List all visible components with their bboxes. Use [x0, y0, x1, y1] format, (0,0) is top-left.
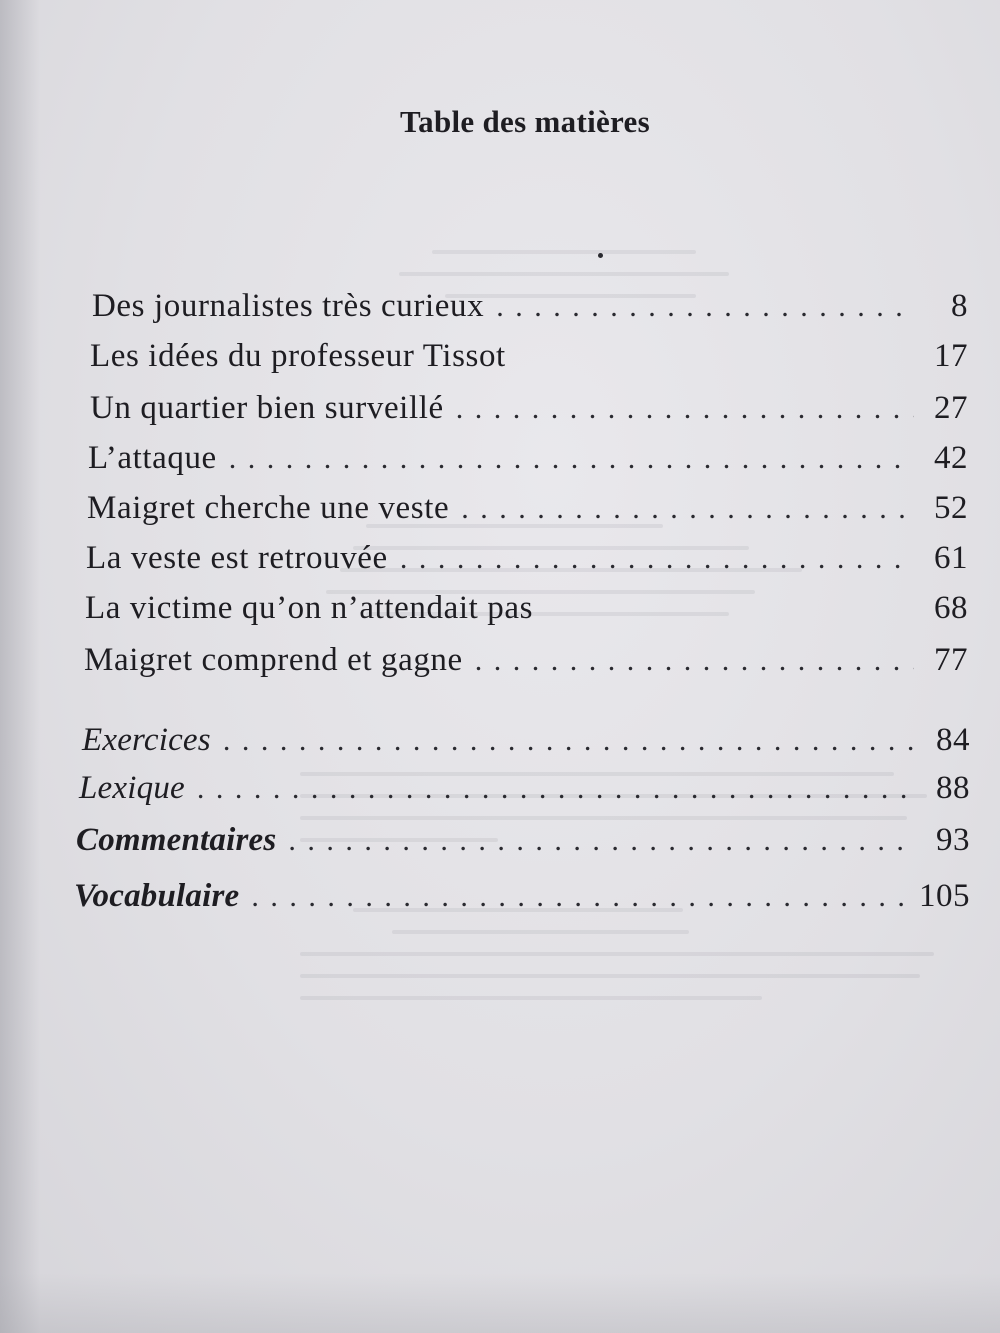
dot-leader [251, 880, 909, 914]
toc-entry [90, 338, 968, 386]
toc-appendix-entry [74, 878, 970, 926]
dot-leader [461, 492, 914, 526]
toc-entry-page: 8 [951, 288, 968, 324]
toc-entry-title: Maigret comprend et gagne [84, 642, 463, 678]
toc-entry-title: Maigret cherche une veste [87, 490, 450, 526]
dot-leader [229, 442, 914, 476]
toc-appendix-entry [82, 722, 970, 770]
dot-leader [475, 644, 914, 678]
toc-entry-page: 52 [934, 490, 968, 526]
toc-entry-title: L’attaque [88, 440, 217, 476]
toc-entry-page: 27 [934, 390, 968, 426]
toc-entry-title: Les idées du professeur Tissot [90, 338, 506, 374]
toc-entry-page: 93 [936, 822, 970, 858]
dot-leader [400, 542, 914, 576]
toc-appendix-entry [76, 822, 970, 870]
dot-leader [456, 392, 914, 426]
toc-entry-title: La veste est retrouvée [86, 540, 388, 576]
toc-entry-title: Lexique [79, 770, 185, 806]
toc-entry-page: 17 [934, 338, 968, 374]
toc-entry-page: 42 [934, 440, 968, 476]
toc-entry [90, 390, 968, 438]
toc-entry-page: 84 [936, 722, 970, 758]
toc-entry-title: Un quartier bien surveillé [90, 390, 444, 426]
toc-entry-title: Exercices [82, 722, 211, 758]
toc-entry [84, 642, 968, 690]
toc-entry-page: 68 [934, 590, 968, 626]
toc-entry [85, 590, 968, 638]
toc-appendix-entry [79, 770, 970, 818]
toc-entry [92, 288, 968, 336]
toc-entry-title: La victime qu’on n’attendait pas [85, 590, 534, 626]
toc-entry [88, 440, 968, 488]
dot-leader [288, 824, 916, 858]
dot-leader [197, 772, 916, 806]
page-title: Table des matières [400, 104, 650, 139]
toc-entry [86, 540, 968, 588]
toc-entry-page: 105 [919, 878, 970, 914]
toc-entry-title: Commentaires [76, 822, 277, 858]
toc-entry-title: Des journalistes très curieux [92, 288, 485, 324]
toc-entry-page: 61 [934, 540, 968, 576]
toc-entry [87, 490, 968, 538]
dot-leader [223, 724, 916, 758]
toc-entry-page: 88 [936, 770, 970, 806]
dot-leader [496, 290, 914, 324]
toc-entry-title: Vocabulaire [74, 878, 240, 914]
toc-entry-page: 77 [934, 642, 968, 678]
